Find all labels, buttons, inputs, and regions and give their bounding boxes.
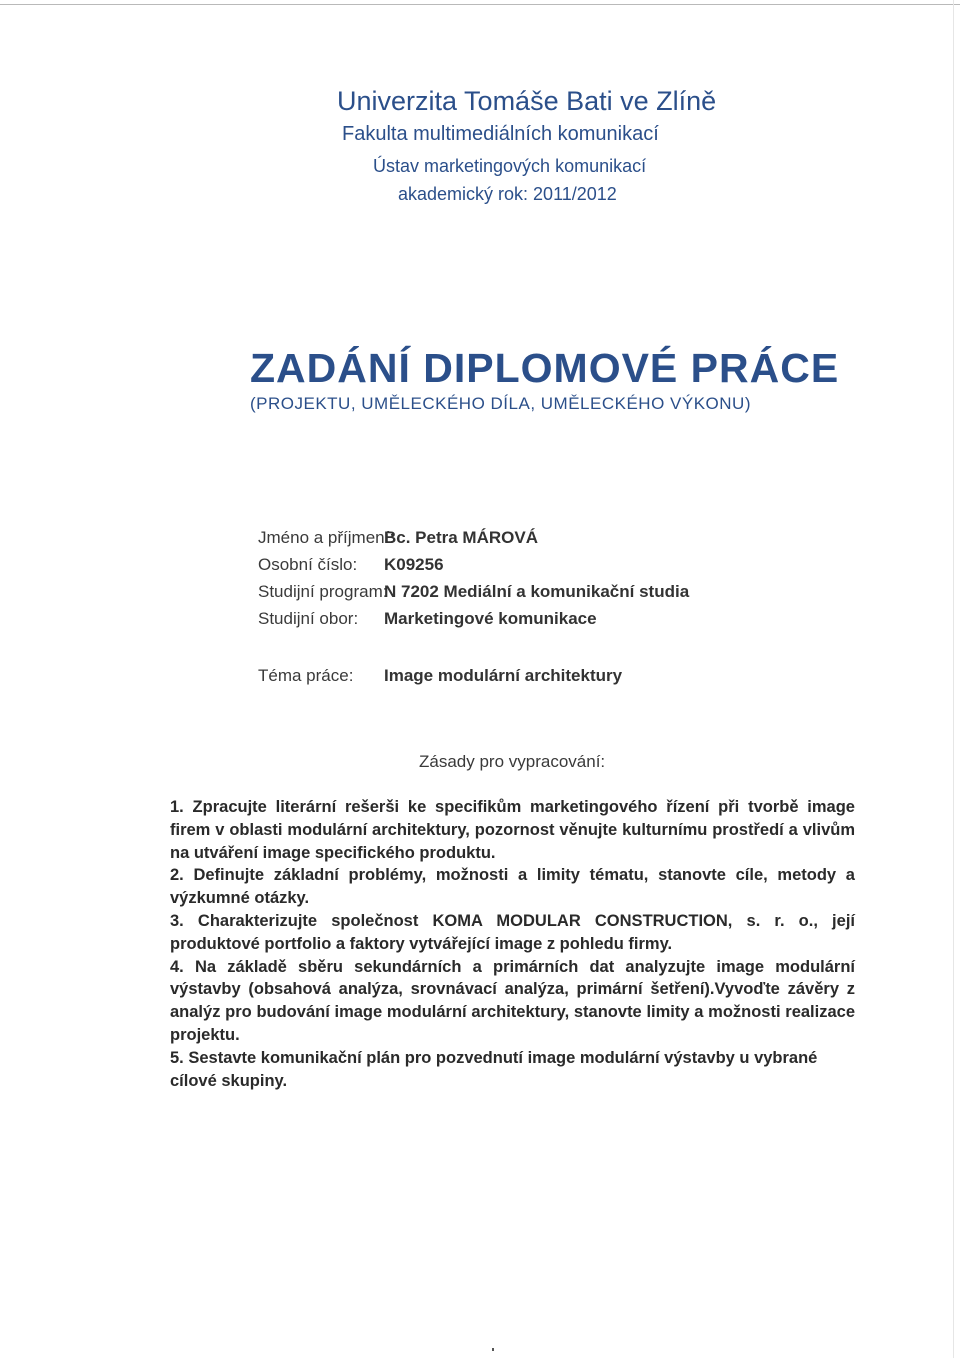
document-subtitle: (PROJEKTU, UMĚLECKÉHO DÍLA, UMĚLECKÉHO VÝKONU) bbox=[250, 394, 751, 413]
principle-item: 1. Zpracujte literární rešerši ke specifikům marketingového řízení při tvorbě image firem v oblasti modulární architektury, pozornost věnujte kulturnímu prostředí a vlivům na utváření image specifického produktu. bbox=[170, 798, 855, 862]
academic-year: akademický rok: 2011/2012 bbox=[398, 184, 617, 204]
study-field-value: Marketingové komunikace bbox=[384, 609, 597, 628]
study-field-label: Studijní obor: bbox=[258, 609, 359, 628]
faculty-name: Fakulta multimediálních komunikací bbox=[342, 123, 659, 145]
name-value: Bc. Petra MÁROVÁ bbox=[384, 528, 538, 547]
document-title: ZADÁNÍ DIPLOMOVÉ PRÁCE bbox=[250, 345, 840, 391]
principle-item: 2. Definujte základní problémy, možnosti a limity tématu, stanovte cíle, metody a výzkumné otázky. bbox=[170, 866, 855, 908]
principles-list bbox=[170, 796, 855, 1092]
personal-number-label: Osobní číslo: bbox=[258, 555, 358, 574]
principle-item: 3. Charakterizujte společnost KOMA MODULAR CONSTRUCTION, s. r. o., její produktové portfolio a faktory vytvářející image z pohledu firmy. bbox=[170, 911, 855, 953]
university-name: Univerzita Tomáše Bati ve Zlíně bbox=[337, 86, 717, 116]
personal-number-value: K09256 bbox=[384, 555, 444, 574]
name-label: Jméno a příjmení: bbox=[258, 528, 395, 547]
study-program-label: Studijní program: bbox=[258, 582, 388, 601]
scan-speck bbox=[492, 1348, 494, 1351]
scan-edge-line bbox=[0, 4, 960, 5]
study-program-value: N 7202 Mediální a komunikační studia bbox=[384, 582, 690, 601]
scan-right-edge bbox=[953, 0, 954, 1358]
principle-item: 5. Sestavte komunikační plán pro pozvednutí image modulární výstavby u vybrané cílové skupiny. bbox=[170, 1048, 818, 1090]
topic-value: Image modulární architektury bbox=[384, 666, 623, 685]
principle-item: 4. Na základě sběru sekundárních a primárních dat analyzujte image modulární výstavby (obsahová analýza, srovnávací analýza, primární šetření).Vyvoďte závěry z analýz pro budování image modulární architektury, stanovte limity a možnosti realizace projektu. bbox=[170, 957, 855, 1044]
topic-label: Téma práce: bbox=[258, 666, 354, 685]
institute-name: Ústav marketingových komunikací bbox=[373, 156, 647, 176]
principles-heading: Zásady pro vypracování: bbox=[419, 752, 606, 771]
